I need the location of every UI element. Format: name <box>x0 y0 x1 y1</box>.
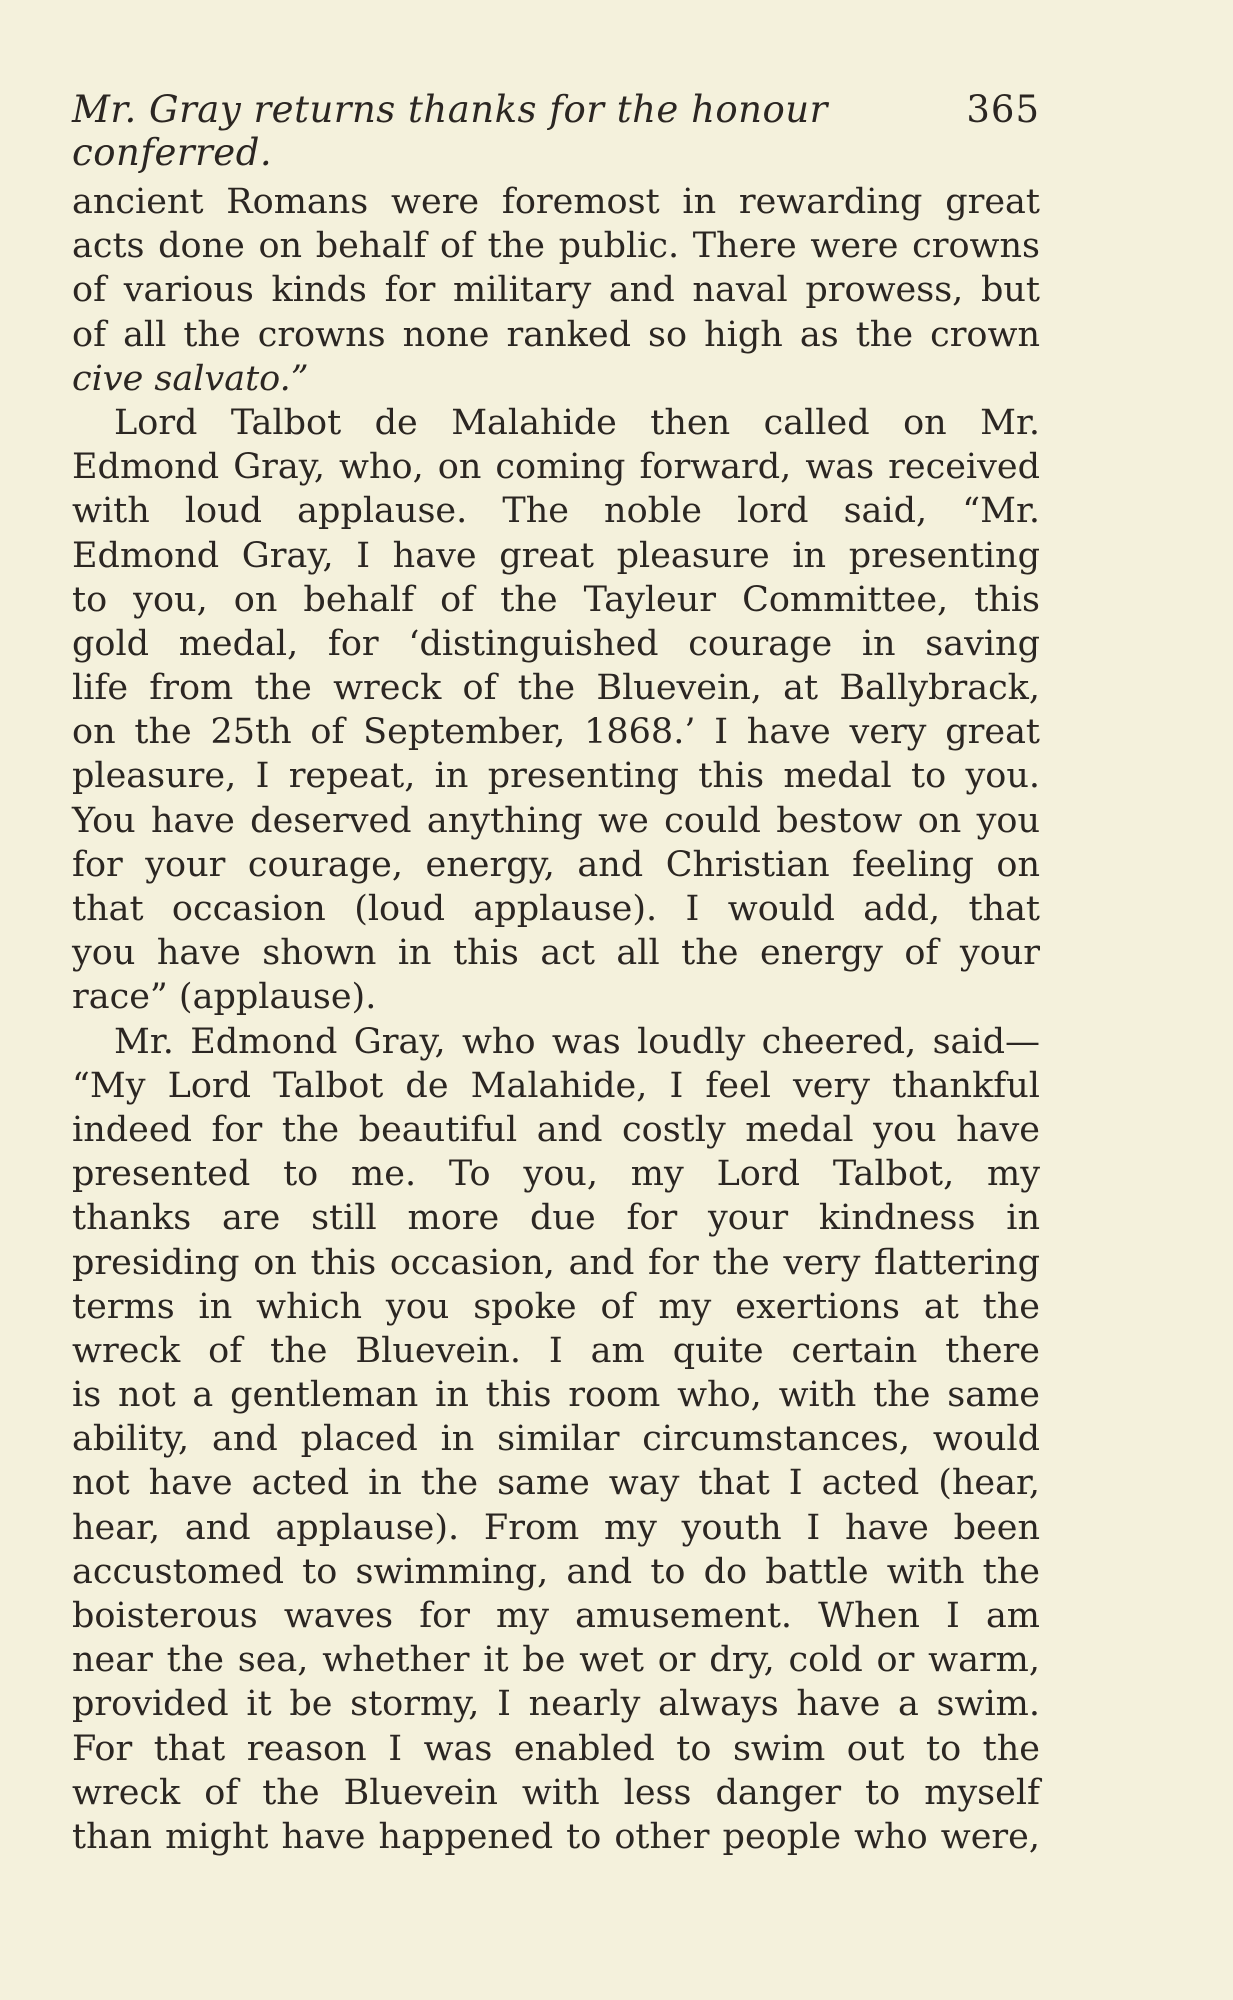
text-line: provided it be stormy, I nearly always have a swim. <box>72 1684 1040 1725</box>
text-line: than might have happened to other people who were, <box>72 1816 1040 1857</box>
paragraph-start-line: Lord Talbot de Malahide then called on Mr. <box>114 402 1040 443</box>
text-line: hear, and applause). From my youth I have been <box>72 1507 1040 1548</box>
body-text <box>72 180 1040 1859</box>
text-line: “My Lord Talbot de Malahide, I feel very thankful <box>72 1065 1040 1106</box>
page-number: 365 <box>966 88 1040 131</box>
text-line: Edmond Gray, who, on coming forward, was received <box>72 447 1040 488</box>
text-line: of various kinds for military and naval prowess, but <box>72 270 1040 311</box>
text-line: to you, on behalf of the Tayleur Committee, this <box>72 579 1040 620</box>
text-line: ability, and placed in similar circumstances, would <box>72 1419 1040 1460</box>
text-line: for your courage, energy, and Christian feeling on <box>72 844 1040 885</box>
text-line: You have deserved anything we could bestow on you <box>72 800 1040 841</box>
text-line: presiding on this occasion, and for the very flattering <box>72 1242 1040 1283</box>
text-line: ancient Romans were foremost in rewarding great <box>72 182 1040 222</box>
text-line: indeed for the beautiful and costly medal you have <box>72 1109 1040 1150</box>
text-line: with loud applause. The noble lord said, “Mr. <box>72 491 1040 532</box>
text-line: thanks are still more due for your kindness in <box>72 1198 1040 1239</box>
text-line: you have shown in this act all the energy of your <box>72 933 1040 974</box>
text-line: presented to me. To you, my Lord Talbot, my <box>72 1154 1040 1195</box>
running-head <box>72 88 1040 174</box>
text-line: wreck of the Bluevein with less danger to myself <box>72 1772 1040 1813</box>
text-line: of all the crowns none ranked so high as the crown <box>72 314 1040 355</box>
text-line: terms in which you spoke of my exertions at the <box>72 1286 1040 1327</box>
text-line: gold medal, for ‘distinguished courage in saving <box>72 623 1040 664</box>
text-line: Edmond Gray, I have great pleasure in presenting <box>72 535 1040 576</box>
running-title: Mr. Gray returns thanks for the honour conferred. <box>72 88 828 174</box>
text-line: pleasure, I repeat, in presenting this medal to you. <box>72 756 1040 797</box>
text-line: near the sea, whether it be wet or dry, cold or warm, <box>72 1640 1040 1681</box>
text-line: race” (applause). <box>72 977 377 1018</box>
text-line: life from the wreck of the Bluevein, at Ballybrack, <box>72 668 1040 709</box>
text-line: wreck of the Bluevein. I am quite certain there <box>72 1330 1040 1371</box>
text-line: that occasion (loud applause). I would add, that <box>72 889 1040 929</box>
text-line: on the 25th of September, 1868.’ I have very great <box>72 712 1040 753</box>
text-line: accustomed to swimming, and to do battle with the <box>72 1551 1040 1592</box>
text-line: boisterous waves for my amusement. When I am <box>72 1596 1040 1636</box>
text-line: cive salvato.” <box>72 358 309 399</box>
text-line: is not a gentleman in this room who, with the same <box>72 1375 1040 1416</box>
text-line: For that reason I was enabled to swim out to the <box>72 1728 1040 1769</box>
text-line: acts done on behalf of the public. There were crowns <box>72 226 1040 267</box>
text-line: not have acted in the same way that I acted (hear, <box>72 1463 1040 1504</box>
paragraph-start-line: Mr. Edmond Gray, who was loudly cheered, said— <box>114 1021 1040 1062</box>
